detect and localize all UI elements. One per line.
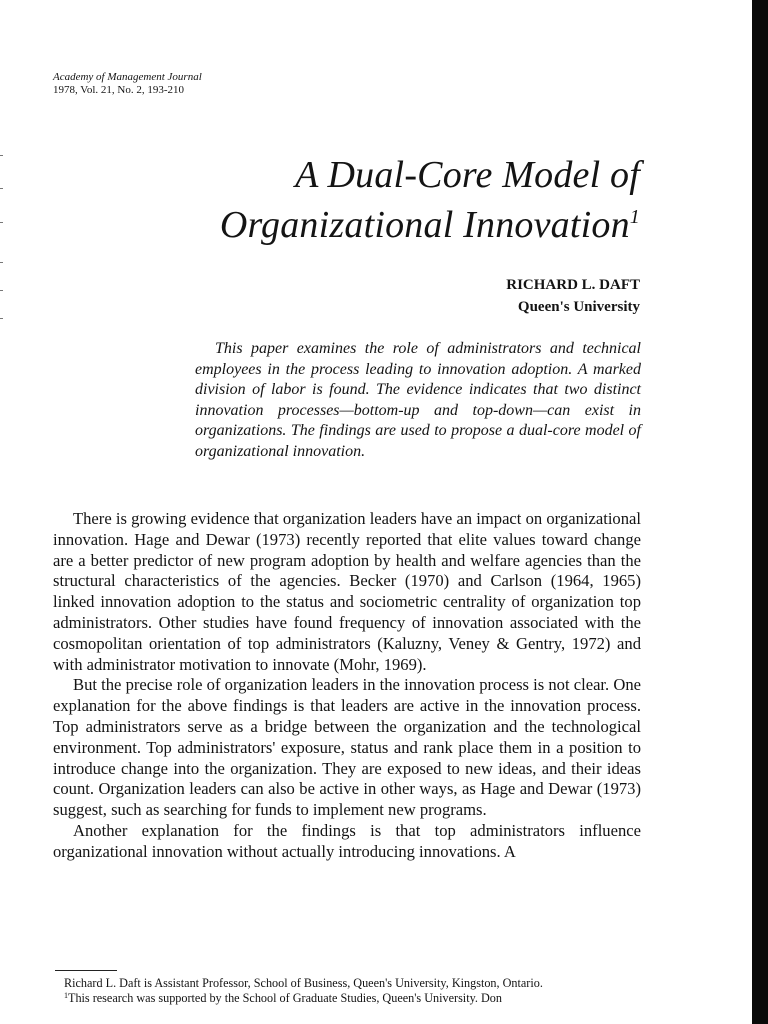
- body-paragraph: Another explanation for the findings is that top administrators influence organizational innovation without actually introducing innovations. A: [53, 820, 641, 861]
- title-line-1: A Dual-Core Model of: [295, 154, 640, 196]
- body-text: [53, 509, 641, 863]
- title-footnote-mark: 1: [629, 206, 640, 228]
- footnote-1: [55, 991, 641, 1006]
- body-paragraph: There is growing evidence that organization leaders have an impact on organizational innovation. Hage and Dewar (1973) recently reported that elite values toward change are a better predictor of new program adoption by health and welfare agencies than the structural characteristics of the agencies. Becker (1970) and Carlson (1964, 1965) linked innovation adoption to the status and sociometric centrality of organization top administrators. Other studies have found frequency of innovation associated with the cosmopolitan orientation of top administrators (Kaluzny, Veney & Gentry, 1972) and with administrator motivation to innovate (Mohr, 1969).: [53, 509, 641, 674]
- abstract: This paper examines the role of administrators and technical employees in the process leading to innovation adoption. A marked division of labor is found. The evidence indicates that two distinct innovation processes—bottom-up and top-down—can exist in organizations. The findings are used to propose a dual-core model of organizational innovation.: [195, 340, 641, 460]
- footnote-1-text: This research was supported by the School of Graduate Studies, Queen's University. Don: [68, 991, 502, 1005]
- journal-name: Academy of Management Journal: [53, 71, 202, 83]
- journal-citation: 1978, Vol. 21, No. 2, 193-210: [53, 84, 184, 96]
- article-title: [150, 150, 640, 250]
- margin-tick: [0, 318, 3, 319]
- margin-tick: [0, 222, 3, 223]
- footnote-1-mark: 1: [64, 991, 68, 1000]
- author-name: RICHARD L. DAFT: [506, 277, 640, 293]
- title-line-2: [150, 200, 640, 250]
- footnotes: [55, 976, 641, 1006]
- margin-tick: [0, 290, 3, 291]
- footnote-rule: [55, 970, 117, 971]
- margin-tick: [0, 188, 3, 189]
- margin-tick: [0, 155, 3, 156]
- margin-tick: [0, 262, 3, 263]
- author-footnote: Richard L. Daft is Assistant Professor, School of Business, Queen's University, Kingston, Ontario.: [64, 976, 543, 990]
- author-block: [300, 274, 640, 318]
- body-paragraph: But the precise role of organization leaders in the innovation process is not clear. One explanation for the above findings is that leaders are active in the innovation process. Top administrators serve as a bridge between the organization and the technological environment. Top administrators' exposure, status and rank place them in a position to introduce change into the organization. They are exposed to new ideas, and their ideas count. Organization leaders can also be active in other ways, as Hage and Dewar (1973) suggest, such as searching for funds to implement new programs.: [53, 675, 641, 820]
- page-scan-edge: [752, 0, 768, 1024]
- journal-header: [53, 71, 202, 97]
- author-affiliation: Queen's University: [517, 299, 640, 315]
- title-line-2-text: Organizational Innovation: [219, 204, 630, 246]
